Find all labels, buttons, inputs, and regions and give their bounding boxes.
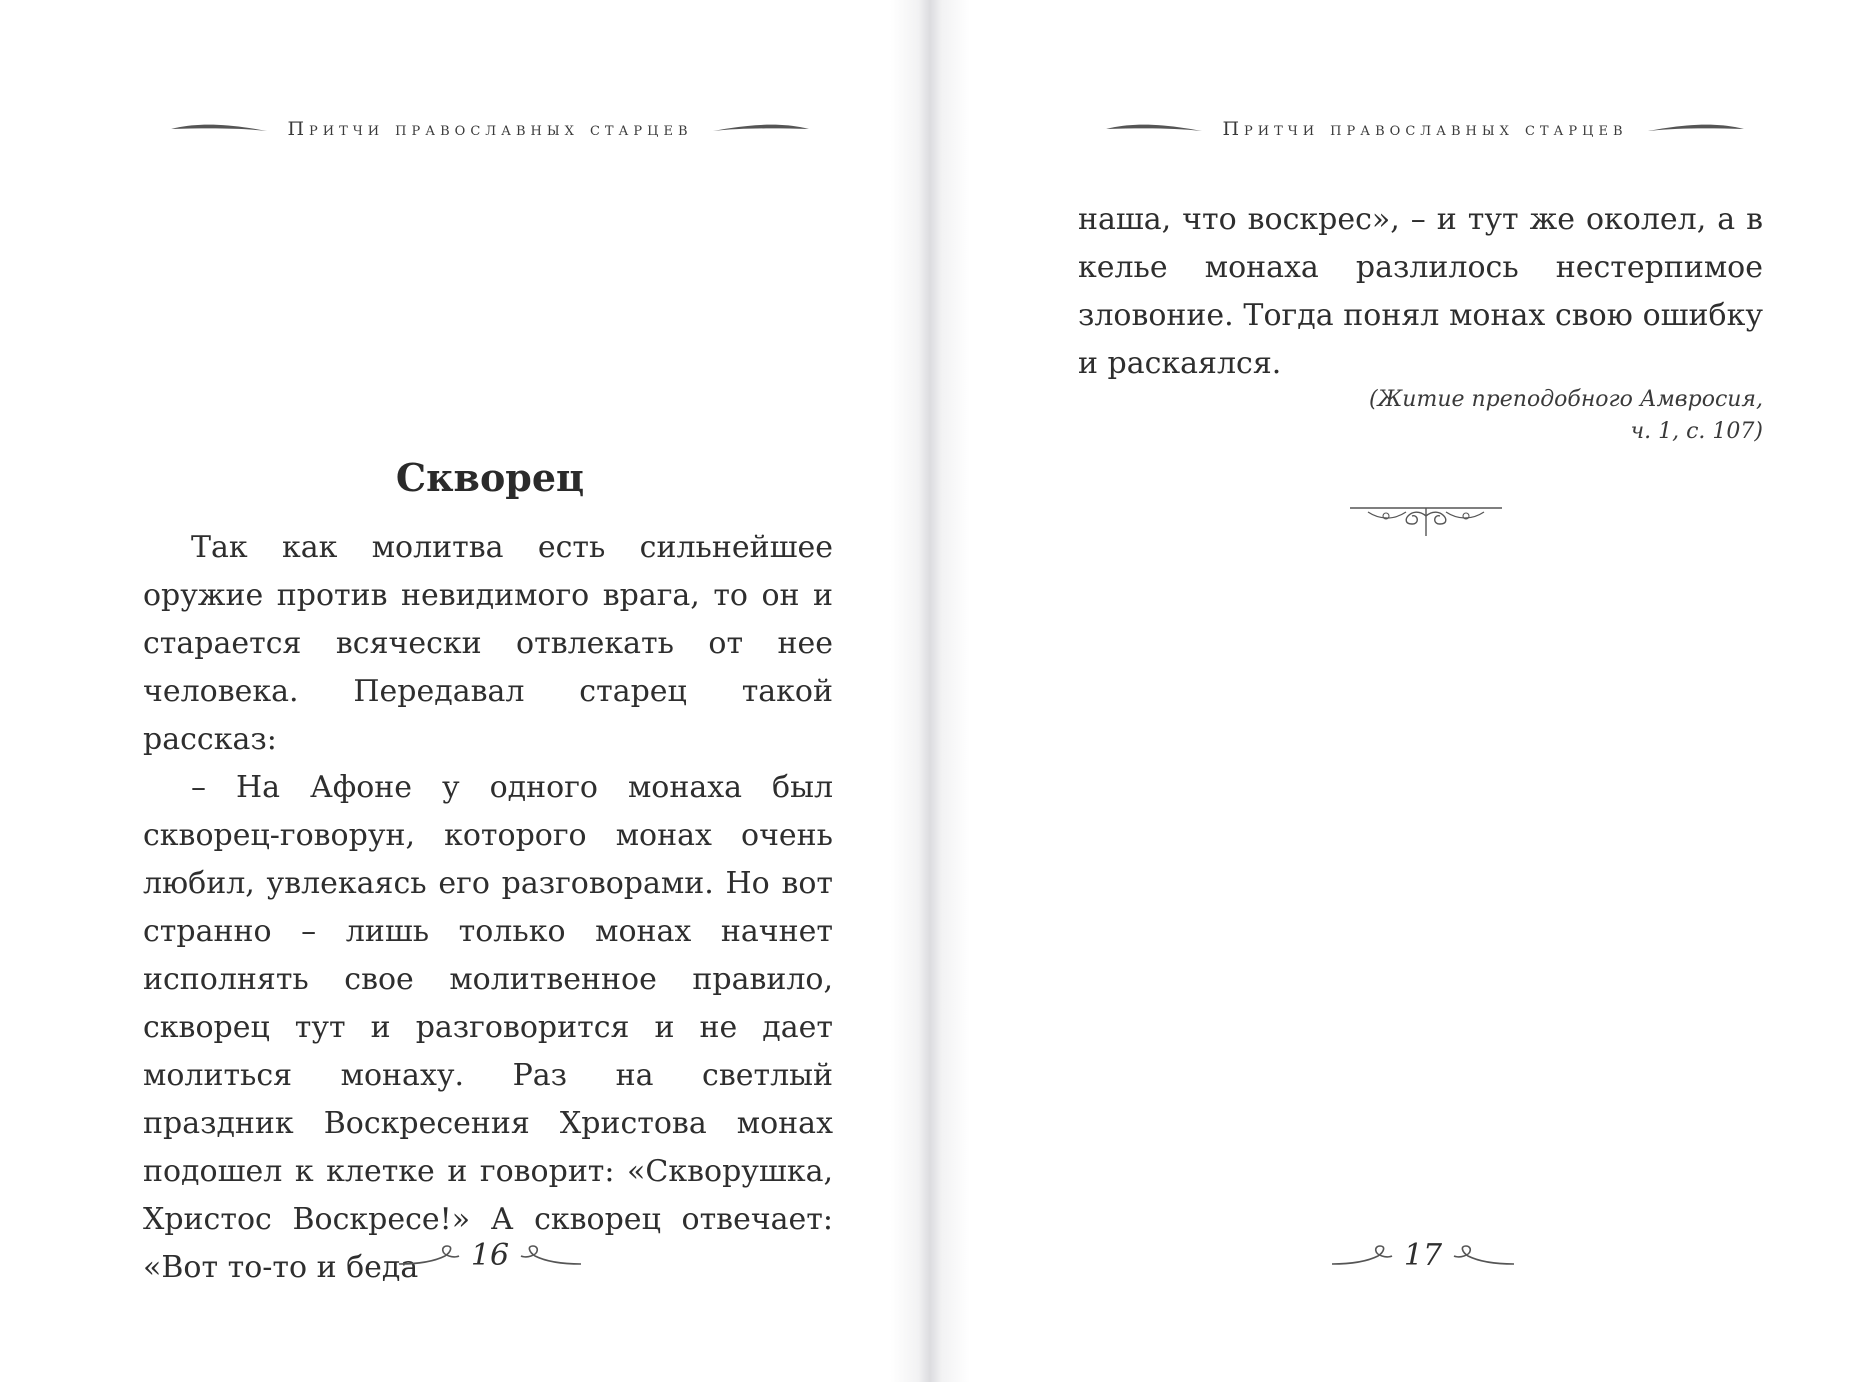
swash-left-icon (169, 118, 269, 140)
page-number: 17 (1403, 1238, 1443, 1273)
citation-line: (Житие преподобного Амвросия, (1369, 387, 1763, 412)
page-number-right (1323, 1238, 1523, 1273)
story-title: Скворец (395, 455, 585, 500)
right-page (930, 0, 1863, 1382)
folio-flourish-left-icon (397, 1242, 461, 1270)
left-body-text (143, 524, 833, 1292)
source-citation (1230, 384, 1763, 448)
left-page (0, 0, 930, 1382)
paragraph: наша, что воскрес», – и тут же околел, а в келье монаха разлилось нестерпимое зловоние. Тогда понял монах свою ошибку и раскаялся. (1078, 202, 1763, 381)
running-head-right (1075, 118, 1775, 140)
page-number: 16 (470, 1238, 510, 1273)
swash-right-icon (1646, 118, 1746, 140)
folio-flourish-right-icon (519, 1242, 583, 1270)
running-head-title: Притчи православных старцев (287, 118, 693, 140)
right-body-text (1078, 196, 1763, 388)
folio-flourish-right-icon (1452, 1242, 1516, 1270)
running-head-left (140, 118, 840, 140)
running-head-title: Притчи православных старцев (1222, 118, 1628, 140)
swash-right-icon (711, 118, 811, 140)
end-ornament-icon (1346, 494, 1506, 540)
paragraph: – На Афоне у одного монаха был скворец-говорун, которого монах очень любил, увлекаясь его разговорами. Но вот странно – лишь только монах начнет исполнять свое молитвенное правило, скворец тут и разговорится и не дает молиться монаху. Раз на светлый праздник Воскресения Христова монах подошел к клетке и говорит: «Скворушка, Христос Воскресе!» А скворец отвечает: «Вот то-то и беда (143, 770, 833, 1285)
citation-line: ч. 1, с. 107) (1630, 419, 1763, 444)
swash-left-icon (1104, 118, 1204, 140)
page-number-left (390, 1238, 590, 1273)
folio-flourish-left-icon (1330, 1242, 1394, 1270)
paragraph: Так как молитва есть сильнейшее оружие против невидимого врага, то он и старается всячески отвлекать от нее человека. Передавал старец такой рассказ: (143, 530, 833, 757)
